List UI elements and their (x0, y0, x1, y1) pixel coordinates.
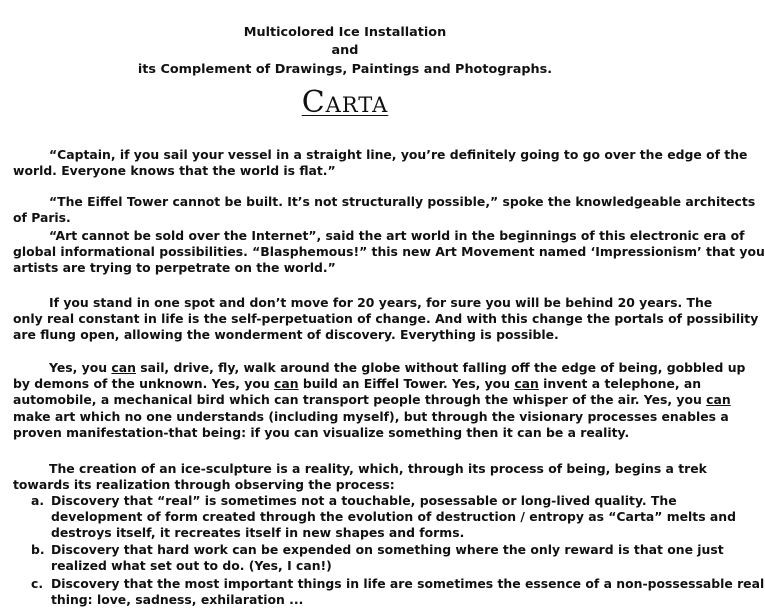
list-item-c (13, 576, 765, 608)
paragraph-line: If you stand in one spot and don’t move for 20 years, for sure you will be behind 20 years. The (49, 295, 713, 310)
paragraph-line (13, 376, 702, 392)
paragraph-line: The creation of an ice-sculpture is a reality, which, through its process of being, begins a trek (49, 461, 707, 476)
underlined-can: can (514, 376, 539, 392)
document-title: Carta (301, 85, 389, 120)
list-item-b (13, 542, 724, 574)
paragraph-line: proven manifestation-that being: if you can visualize something then it can be a reality. (13, 424, 630, 440)
heading-line-2: and (331, 43, 359, 58)
text-run: sail, drive, fly, walk around the globe without falling off the edge of being, gobbled up (135, 360, 746, 375)
paragraph-line: only real constant in life is the self-perpetuation of change. And with this change the portals of possibility (13, 311, 759, 327)
underlined-can: can (111, 360, 136, 375)
list-marker: b. (31, 542, 45, 557)
list-line: Discovery that the most important things in life are sometimes the essence of a non-possessable real (51, 576, 765, 591)
text-run: Yes, you (49, 360, 112, 375)
list-marker: a. (31, 493, 45, 508)
list-line: development of form created through the evolution of destruction / entropy as “Carta” melts and (51, 509, 736, 525)
paragraph-line: artists are trying to perpetrate on the world.” (13, 260, 336, 276)
paragraph-captain (13, 147, 748, 179)
paragraph-line: are flung open, allowing the wonderment of discovery. Everything is possible. (13, 327, 559, 343)
text-run: build an Eiffel Tower. Yes, you (298, 376, 515, 392)
underlined-can: can (274, 376, 299, 392)
paragraph-line: “The Eiffel Tower cannot be built. It’s not structurally possible,” spoke the knowledgeable architects (49, 194, 756, 209)
paragraph-eiffel (13, 194, 756, 226)
paragraph-line (13, 392, 731, 408)
heading-line-3: its Complement of Drawings, Paintings and Photographs. (137, 62, 553, 77)
paragraph-internet (13, 228, 765, 277)
paragraph-ice-sculpture (13, 461, 707, 493)
paragraph-line: global informational possibilities. “Blasphemous!” this new Art Movement named ‘Impressionism’ that you (13, 244, 765, 260)
text-run: automobile, a mechanical bird which can transport people through the whisper of the air. Yes, you (13, 392, 707, 408)
paragraph-yes-you-can (13, 360, 746, 441)
list-item-a (13, 493, 736, 542)
list-marker: c. (31, 576, 44, 591)
text-run: invent a telephone, an (538, 376, 702, 392)
paragraph-line: “Captain, if you sail your vessel in a straight line, you’re definitely going to go over the edge of the (49, 147, 748, 162)
text-run: by demons of the unknown. Yes, you (13, 376, 275, 392)
paragraph-change (13, 295, 759, 344)
heading-line-1: Multicolored Ice Installation (243, 25, 447, 40)
list-line: Discovery that “real” is sometimes not a touchable, posessable or long-lived quality. The (51, 493, 677, 508)
paragraph-line: make art which no one understands (including myself), but through the visionary processes enables a (13, 408, 729, 424)
paragraph-line: “Art cannot be sold over the Internet”, said the art world in the beginnings of this electronic era of (49, 228, 745, 243)
list-line: Discovery that hard work can be expended on something where the only reward is that one just (51, 542, 724, 557)
paragraph-line (13, 360, 746, 376)
paragraph-line: towards its realization through observing the process: (13, 477, 395, 493)
list-line: realized what set out to do. (Yes, I can!) (51, 558, 332, 574)
list-line: destroys itself, it recreates itself in new shapes and forms. (51, 525, 465, 541)
list-line: thing: love, sadness, exhilaration ... (51, 592, 304, 608)
paragraph-line: world. Everyone knows that the world is flat.” (13, 163, 336, 179)
underlined-can: can (706, 392, 731, 408)
paragraph-line: of Paris. (13, 210, 71, 226)
